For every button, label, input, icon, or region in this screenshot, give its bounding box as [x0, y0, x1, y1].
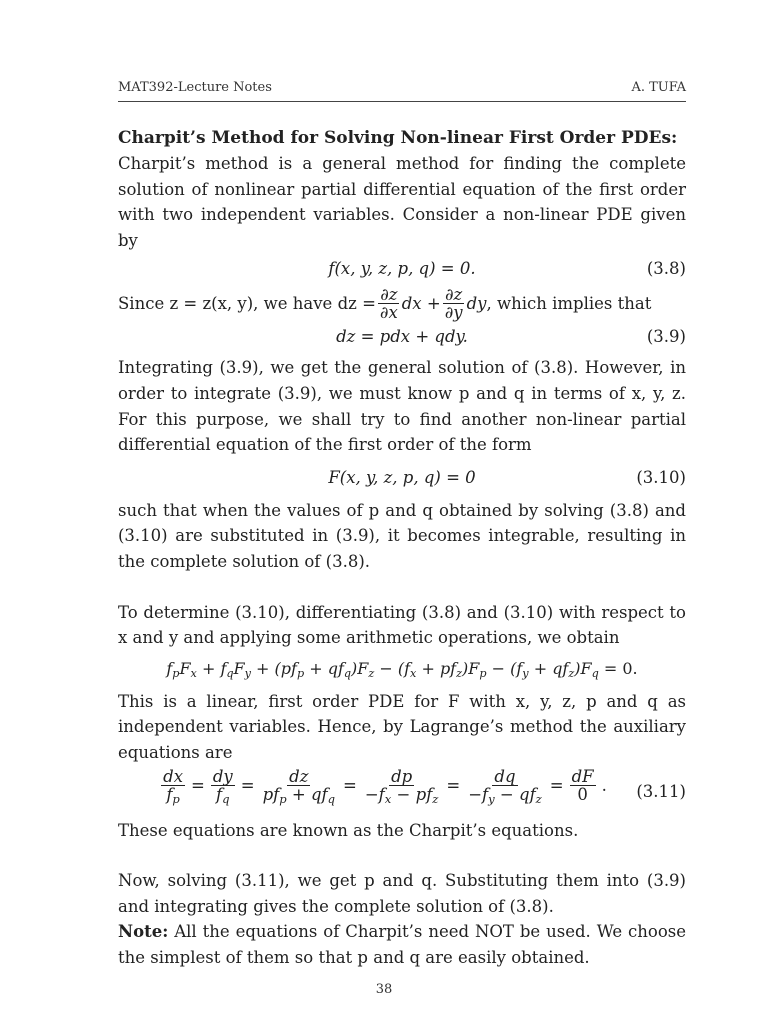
equation-3-9-expression: dz = pdx + qdy.	[336, 327, 468, 347]
equation-3-11-number: (3.11)	[636, 781, 686, 801]
equation-3-10-expression: F(x, y, z, p, q) = 0	[328, 467, 476, 487]
page-number: 38	[375, 982, 393, 997]
running-header	[118, 80, 686, 102]
fraction-dz-dx: $\frac{\partial z}{\partial x}$	[379, 284, 398, 322]
equation-3-8-number: (3.8)	[646, 259, 686, 279]
main-content	[118, 125, 686, 970]
equation-3-9	[118, 323, 686, 351]
fraction-dz-dy: $\frac{\partial z}{\partial y}$	[444, 284, 463, 322]
paragraph-linear: This is a linear, first order PDE for F with x, y, z, p and q as independent variables. Hence, by Lagrange’s method the auxiliary equations are	[118, 691, 686, 762]
since-suffix: , which implies that	[486, 293, 652, 313]
equation-3-11-expression: $\frac{dx}{f_p}$ = $\frac{dy}{f_q}$ = $\frac{dz}{pf_p + qf_q}$ = $\frac{dp}{-f_x - pf_z}$ = $\frac{dq}{-f_y - qf_z}$ = $\frac{dF}{0}$ .	[163, 766, 607, 806]
paragraph-such-that: such that when the values of p and q obtained by solving (3.8) and (3.10) are substituted in (3.9), it becomes integrable, resulting in the complete solution of (3.8).	[118, 500, 686, 571]
paragraph-now-solving: Now, solving (3.11), we get p and q. Substituting them into (3.9) and integrating gives the complete solution of (3.8).	[118, 871, 686, 916]
equation-3-8	[118, 255, 686, 283]
equation-charpit-linear	[118, 655, 686, 689]
header-author: A. TUFA	[631, 80, 686, 95]
paragraph-known-as: These equations are known as the Charpit’s equations.	[118, 820, 579, 840]
equation-3-10	[118, 464, 686, 498]
header-course: MAT392-Lecture Notes	[118, 80, 272, 95]
equation-3-11	[118, 768, 686, 818]
section-title: Charpit’s Method for Solving Non-linear First Order PDEs:	[118, 128, 678, 148]
paragraph-determine: To determine (3.10), differentiating (3.8) and (3.10) with respect to x and y and applying some arithmetic operations, we obtain	[118, 602, 686, 648]
since-prefix: Since z = z(x, y), we have dz =	[118, 293, 376, 313]
note-label: Note:	[118, 922, 169, 942]
equation-3-8-expression: f(x, y, z, p, q) = 0.	[328, 259, 476, 279]
paragraph-integrating: Integrating (3.9), we get the general solution of (3.8). However, in order to integrate (3.9), we must know p and q in terms of x, y, z. For this purpose, we shall try to find another non-linear partial differential equation of the first order of the form	[118, 358, 686, 455]
equation-3-9-number: (3.9)	[646, 327, 686, 347]
paragraph-note	[118, 919, 686, 970]
note-text: All the equations of Charpit’s need NOT be used. We choose the simplest of them so that p and q are easily obtained.	[118, 922, 686, 967]
since-line: Since z = z(x, y), we have dz = $\frac{\partial z}{\partial x}$ dx + $\frac{\partial z}{\partial y}$ dy , which implies that	[118, 284, 652, 322]
paragraph-intro: Charpit’s method is a general method for finding the complete solution of nonlinear partial differential equation of the first order with two independent variables. Consider a non-linear PDE given by	[118, 154, 686, 250]
equation-3-10-number: (3.10)	[636, 467, 686, 487]
equation-charpit-linear-expression: $f_pF_x + f_qF_y + (pf_p + qf_q)F_z - (f_x + pf_z)F_p - (f_y + qf_z)F_q = 0$.	[166, 658, 638, 680]
